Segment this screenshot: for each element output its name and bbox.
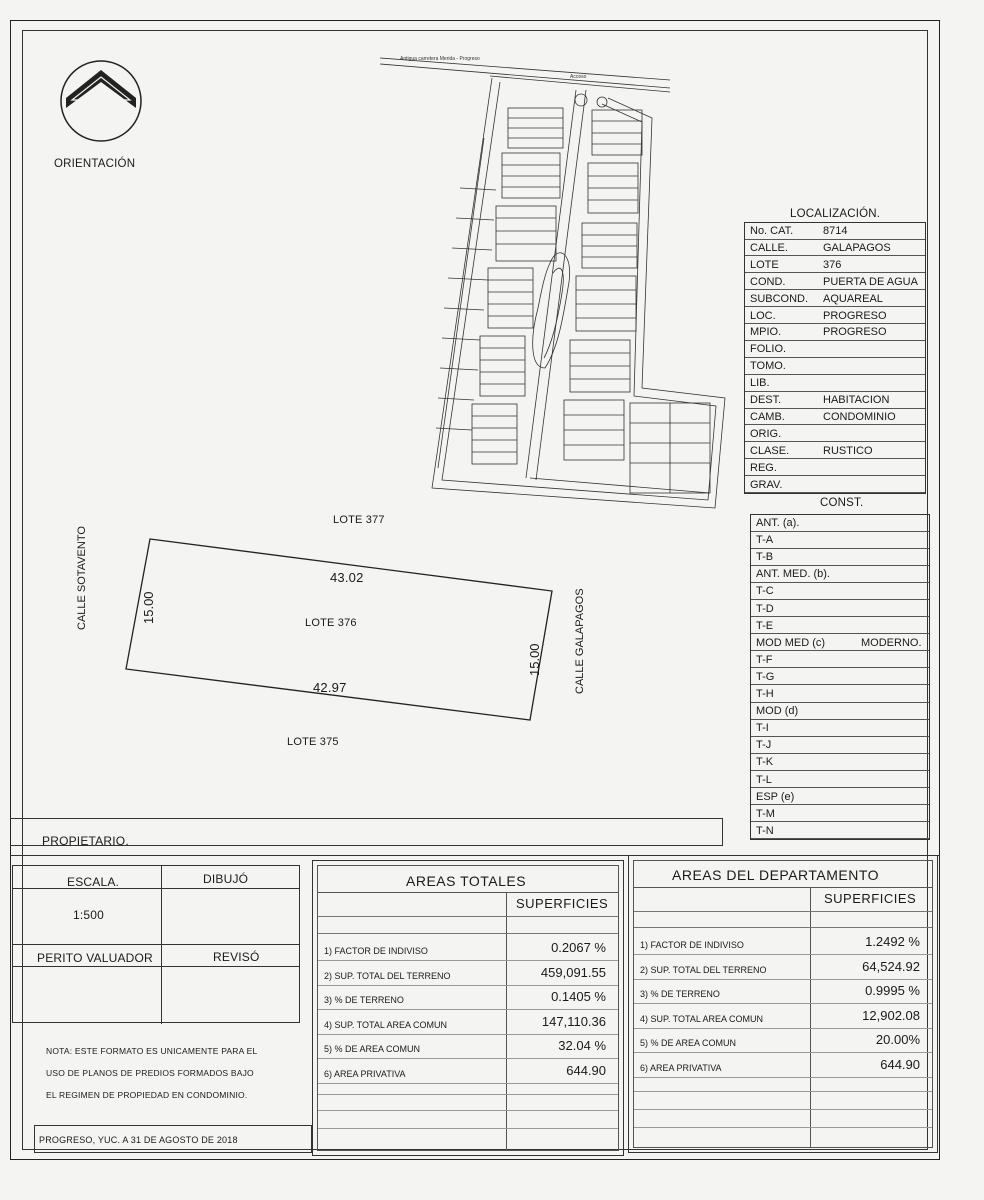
const-row xyxy=(751,686,929,703)
localizacion-row-key: COND. xyxy=(750,275,786,288)
const-row xyxy=(751,737,929,754)
localizacion-row xyxy=(745,223,925,240)
lote-south-label: LOTE 375 xyxy=(287,736,339,748)
nota-line-1: NOTA: ESTE FORMATO ES UNICAMENTE PARA EL xyxy=(46,1046,258,1056)
area-row-value: 644.90 xyxy=(566,1062,606,1078)
const-row xyxy=(751,806,929,823)
area-row xyxy=(634,1007,932,1029)
localizacion-row-value: PROGRESO xyxy=(823,326,887,339)
areas-totales-panel xyxy=(312,860,624,1156)
dim-top: 43.02 xyxy=(330,570,364,585)
const-row-key: T-B xyxy=(756,551,774,564)
area-row-key: 3) % DE TERRENO xyxy=(640,989,720,999)
area-row xyxy=(318,1013,618,1035)
areas-totales-header: SUPERFICIES xyxy=(516,896,609,911)
localizacion-row xyxy=(745,291,925,308)
const-row-key: T-M xyxy=(756,807,775,820)
area-row xyxy=(318,1037,618,1059)
nota-line-3: EL REGIMEN DE PROPIEDAD EN CONDOMINIO. xyxy=(46,1090,248,1100)
const-row-key: T-J xyxy=(756,739,772,752)
area-row xyxy=(318,964,618,986)
const-row-key: ANT. (a). xyxy=(756,517,800,529)
areas-departamento-header: SUPERFICIES xyxy=(824,891,917,906)
const-row-key: T-N xyxy=(756,824,774,837)
localizacion-row-key: GRAV. xyxy=(750,478,783,491)
localizacion-row xyxy=(745,257,925,274)
const-row xyxy=(751,823,929,840)
area-row-key: 2) SUP. TOTAL DEL TERRENO xyxy=(640,964,767,975)
const-row xyxy=(751,532,929,549)
area-row xyxy=(318,988,618,1010)
const-row-key: MOD MED (c) xyxy=(756,636,826,649)
nota-line-2: USO DE PLANOS DE PREDIOS FORMADOS BAJO xyxy=(46,1068,254,1078)
lote-center-label: LOTE 376 xyxy=(305,617,357,629)
const-row xyxy=(751,703,929,720)
area-row-key: 6) AREA PRIVATIVA xyxy=(640,1062,722,1073)
const-row xyxy=(751,754,929,771)
lote-north-label: LOTE 377 xyxy=(333,514,385,526)
dim-right: 15.00 xyxy=(527,643,542,676)
area-row-value: 644.90 xyxy=(880,1056,920,1072)
areas-departamento-panel xyxy=(628,855,938,1153)
localizacion-row xyxy=(745,477,925,494)
const-row-key: T-G xyxy=(756,670,775,683)
localizacion-row xyxy=(745,358,925,375)
areas-totales-title: AREAS TOTALES xyxy=(406,873,527,889)
localizacion-row xyxy=(745,460,925,477)
localizacion-row-key: LOC. xyxy=(750,309,776,322)
localizacion-row xyxy=(745,443,925,460)
area-row xyxy=(634,1056,932,1078)
const-row-value: MODERNO. xyxy=(861,636,922,649)
area-row xyxy=(318,939,618,961)
localizacion-title: LOCALIZACIÓN. xyxy=(790,208,881,220)
localizacion-row xyxy=(745,375,925,392)
const-row xyxy=(751,789,929,806)
area-row-key: 5) % DE AREA COMUN xyxy=(640,1038,737,1048)
area-row-key: 4) SUP. TOTAL AREA COMUN xyxy=(324,1019,448,1030)
const-row xyxy=(751,566,929,583)
dibujo-label: DIBUJÓ xyxy=(203,872,249,886)
localizacion-row-key: REG. xyxy=(750,461,777,474)
const-row-key: T-C xyxy=(756,585,774,598)
area-row-value: 0.2067 % xyxy=(551,940,606,955)
localizacion-row-key: FOLIO. xyxy=(750,343,787,356)
const-row-key: T-F xyxy=(756,653,773,666)
localizacion-row-key: CALLE. xyxy=(750,241,788,254)
dim-bottom: 42.97 xyxy=(313,680,347,695)
const-row-key: MOD (d) xyxy=(756,705,799,718)
localizacion-row-key: LOTE xyxy=(750,258,779,271)
localizacion-row xyxy=(745,240,925,257)
perito-label: PERITO VALUADOR xyxy=(37,951,153,965)
area-row-value: 459,091.55 xyxy=(540,964,606,980)
area-row-key: 6) AREA PRIVATIVA xyxy=(324,1068,406,1079)
localizacion-row-key: TOMO. xyxy=(750,360,786,373)
area-row xyxy=(634,1031,932,1053)
localizacion-row-value: PROGRESO xyxy=(823,309,887,322)
const-row xyxy=(751,601,929,618)
reviso-label: REVISÓ xyxy=(213,950,260,964)
lot-plot xyxy=(120,535,560,725)
const-row-key: T-E xyxy=(756,619,774,632)
areas-departamento-title: AREAS DEL DEPARTAMENTO xyxy=(672,867,880,883)
area-row xyxy=(634,958,932,980)
localizacion-row-value: RUSTICO xyxy=(823,444,873,457)
localizacion-row xyxy=(745,409,925,426)
area-row-value: 32.04 % xyxy=(558,1038,606,1053)
localizacion-row-key: No. CAT. xyxy=(750,225,794,237)
localizacion-table xyxy=(744,222,926,494)
area-row-value: 1.2492 % xyxy=(865,934,920,949)
area-row-value: 0.1405 % xyxy=(551,989,606,1004)
localizacion-row-value: AQUAREAL xyxy=(823,292,883,305)
propietario-label: PROPIETARIO. xyxy=(42,834,129,848)
const-row xyxy=(751,772,929,789)
const-row xyxy=(751,618,929,635)
localizacion-row-key: LIB. xyxy=(750,377,770,390)
localizacion-row-key: CLASE. xyxy=(750,444,790,457)
const-table xyxy=(750,514,930,840)
const-row xyxy=(751,652,929,669)
localizacion-row-value: PUERTA DE AGUA xyxy=(823,275,918,288)
map-road-label: Antigua carretera Merida - Progreso xyxy=(400,56,480,62)
area-row-value: 12,902.08 xyxy=(862,1007,920,1023)
dim-left: 15.00 xyxy=(141,591,156,624)
localizacion-row xyxy=(745,274,925,291)
localizacion-row-key: SUBCOND. xyxy=(750,292,809,305)
street-east-label: CALLE GALAPAGOS xyxy=(574,588,586,694)
area-row-value: 0.9995 % xyxy=(865,983,920,998)
area-row-key: 2) SUP. TOTAL DEL TERRENO xyxy=(324,970,451,981)
const-row xyxy=(751,669,929,686)
localizacion-row-key: CAMB. xyxy=(750,410,785,423)
area-row-key: 5) % DE AREA COMUN xyxy=(324,1044,421,1054)
localizacion-row-value: 8714 xyxy=(823,225,848,237)
const-row-key: T-H xyxy=(756,688,774,700)
escala-label: ESCALA. xyxy=(67,875,120,889)
site-map xyxy=(380,48,740,528)
const-row-key: T-L xyxy=(756,773,772,786)
orientation-label: ORIENTACIÓN xyxy=(54,158,136,170)
const-title: CONST. xyxy=(820,497,864,509)
footer-place-date: PROGRESO, YUC. A 31 DE AGOSTO DE 2018 xyxy=(39,1135,238,1145)
const-row-key: T-A xyxy=(756,534,774,547)
const-row xyxy=(751,635,929,652)
localizacion-row-value: HABITACION xyxy=(823,394,890,406)
localizacion-row-key: MPIO. xyxy=(750,326,782,339)
info-box xyxy=(12,865,300,1023)
localizacion-row-value: CONDOMINIO xyxy=(823,410,896,423)
area-row xyxy=(634,933,932,955)
area-row-key: 1) FACTOR DE INDIVISO xyxy=(324,946,428,956)
const-row-key: T-D xyxy=(756,602,774,615)
escala-value: 1:500 xyxy=(73,908,105,922)
map-access-label: Acceso xyxy=(570,74,587,80)
localizacion-row-key: ORIG. xyxy=(750,427,782,440)
area-row xyxy=(634,982,932,1004)
const-row-key: ESP (e) xyxy=(756,790,795,803)
street-west-label: CALLE SOTAVENTO xyxy=(76,526,88,630)
const-row xyxy=(751,720,929,737)
localizacion-row xyxy=(745,324,925,341)
localizacion-row xyxy=(745,426,925,443)
localizacion-row-value: GALAPAGOS xyxy=(823,241,891,254)
const-row xyxy=(751,515,929,532)
localizacion-row xyxy=(745,308,925,325)
localizacion-row xyxy=(745,392,925,409)
area-row-key: 4) SUP. TOTAL AREA COMUN xyxy=(640,1013,764,1024)
area-row-key: 3) % DE TERRENO xyxy=(324,995,404,1005)
const-row xyxy=(751,549,929,566)
area-row xyxy=(318,1062,618,1084)
const-row-key: ANT. MED. (b). xyxy=(756,568,830,581)
orientation-compass-icon xyxy=(58,58,144,144)
footer-box xyxy=(34,1125,312,1153)
area-row-value: 64,524.92 xyxy=(862,958,920,974)
localizacion-row-value: 376 xyxy=(823,258,842,271)
area-row-value: 147,110.36 xyxy=(541,1013,606,1029)
localizacion-row xyxy=(745,341,925,358)
localizacion-row-key: DEST. xyxy=(750,394,782,406)
const-row-key: T-I xyxy=(756,722,769,735)
const-row-key: T-K xyxy=(756,756,774,769)
area-row-value: 20.00% xyxy=(875,1032,920,1047)
const-row xyxy=(751,583,929,600)
propietario-box xyxy=(10,818,723,846)
area-row-key: 1) FACTOR DE INDIVISO xyxy=(640,940,744,950)
